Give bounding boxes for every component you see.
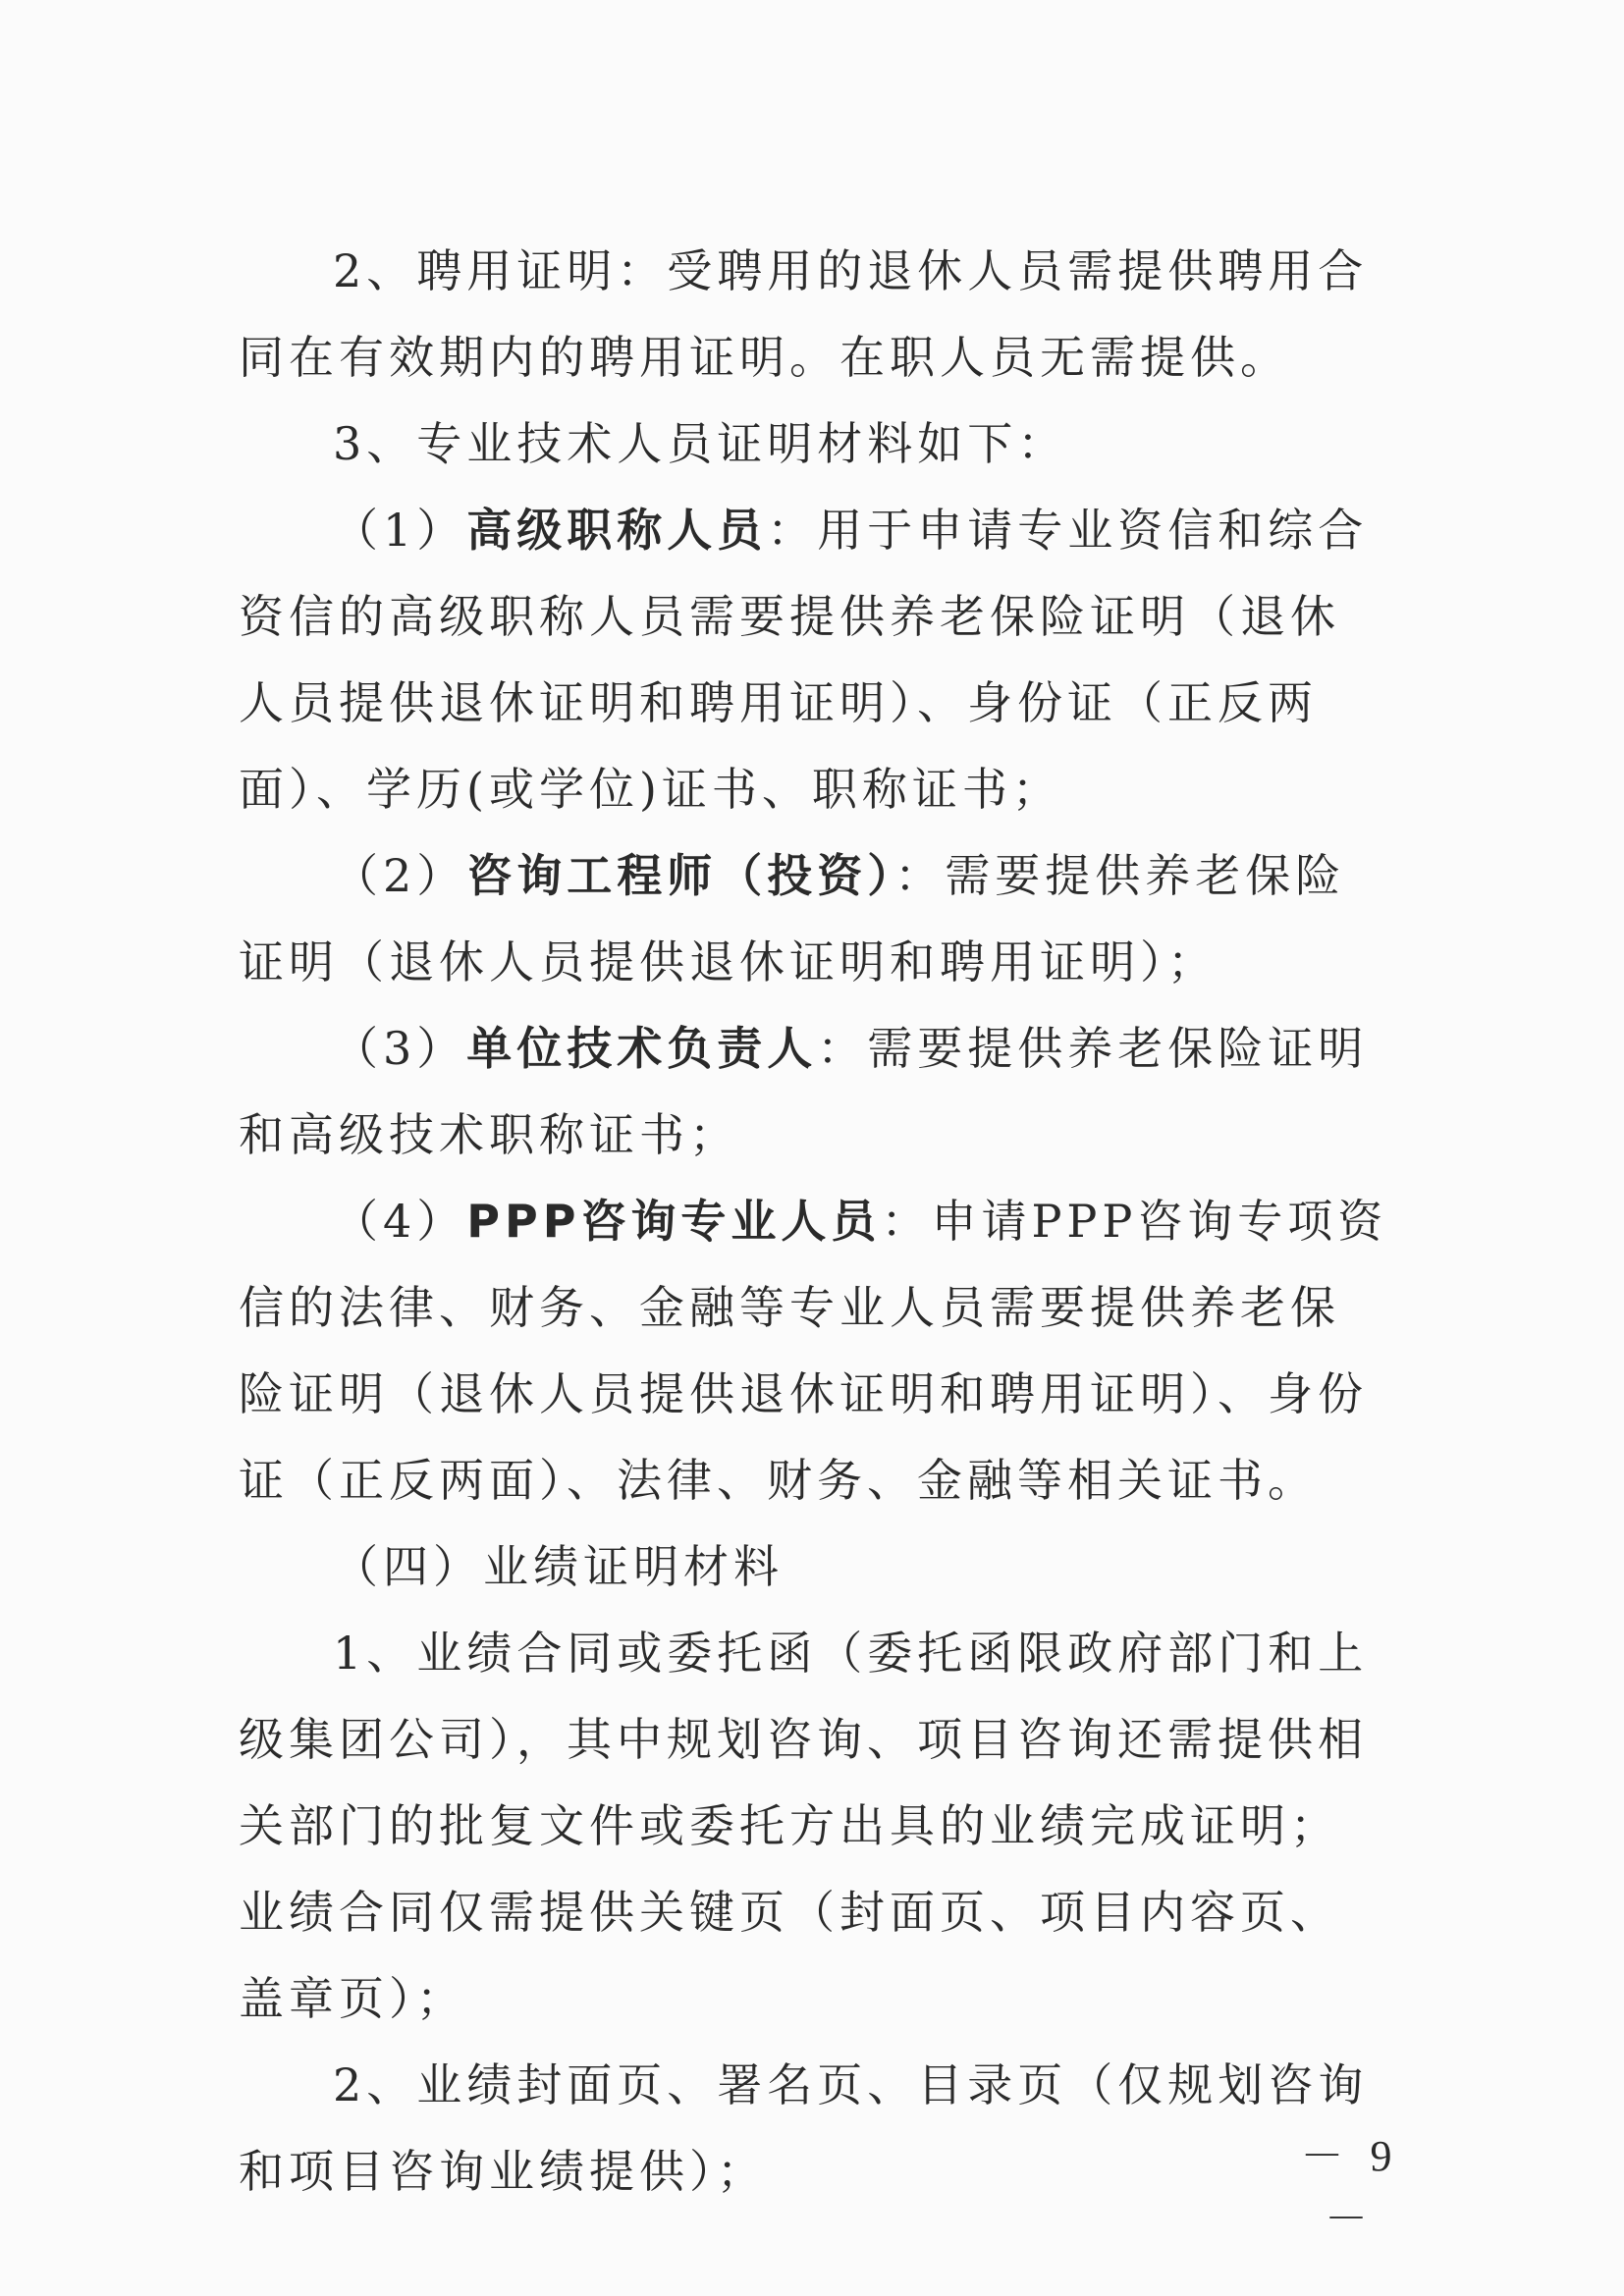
document-body — [239, 228, 1389, 2215]
paragraph-text: 2、业绩封面页、署名页、目录页（仅规划咨询和项目咨询业绩提供）； — [239, 2058, 1369, 2198]
item-heading: PPP咨询专业人员 — [466, 1195, 882, 1248]
item-label: （2） — [333, 849, 467, 902]
item-heading: 单位技术负责人 — [466, 1022, 818, 1075]
item-label: （4） — [333, 1195, 467, 1248]
paragraph-text: ：用于申请专业资信和综合资信的高级职称人员需要提供养老保险证明（退休人员提供退休证明和聘用证明）、身份证（正反两面）、学历(或学位)证书、职称证书； — [239, 504, 1369, 816]
page-number: － 9 － — [1300, 2132, 1400, 2243]
paragraph-text: ：申请PPP咨询专项资信的法律、财务、金融等专业人员需要提供养老保险证明（退休人员提供退休证明和聘用证明）、身份证（正反两面）、法律、财务、金融等相关证书。 — [239, 1195, 1388, 1507]
paragraph-technical-staff-proof — [239, 400, 1389, 487]
section-heading-text: （四）业绩证明材料 — [333, 1540, 784, 1593]
paragraph-text: ：需要提供养老保险证明（退休人员提供退休证明和聘用证明）； — [239, 849, 1346, 988]
paragraph-consulting-engineer — [239, 832, 1389, 1005]
item-label: （1） — [333, 504, 467, 557]
paragraph-text: 3、专业技术人员证明材料如下： — [333, 417, 1068, 470]
item-heading: 高级职称人员 — [466, 504, 768, 557]
paragraph-text: ：需要提供养老保险证明和高级技术职称证书； — [239, 1022, 1369, 1161]
item-label: （3） — [333, 1022, 467, 1075]
paragraph-performance-pages — [239, 2042, 1389, 2215]
paragraph-performance-contract — [239, 1610, 1389, 2042]
paragraph-ppp-consulting-staff — [239, 1178, 1389, 1523]
item-heading: 咨询工程师（投资） — [466, 849, 895, 902]
paragraph-text: 1、业绩合同或委托函（委托函限政府部门和上级集团公司），其中规划咨询、项目咨询还需提供相关部门的批复文件或委托方出具的业绩完成证明；业绩合同仅需提供关键页（封面页、项目内容页、盖章页）； — [239, 1627, 1369, 2025]
paragraph-technical-lead — [239, 1005, 1389, 1178]
paragraph-senior-title-staff — [239, 487, 1389, 832]
paragraph-employment-proof — [239, 228, 1389, 400]
section-heading-performance-proof — [239, 1523, 1389, 1610]
paragraph-text: 2、聘用证明：受聘用的退休人员需提供聘用合同在有效期内的聘用证明。在职人员无需提供。 — [239, 244, 1369, 384]
